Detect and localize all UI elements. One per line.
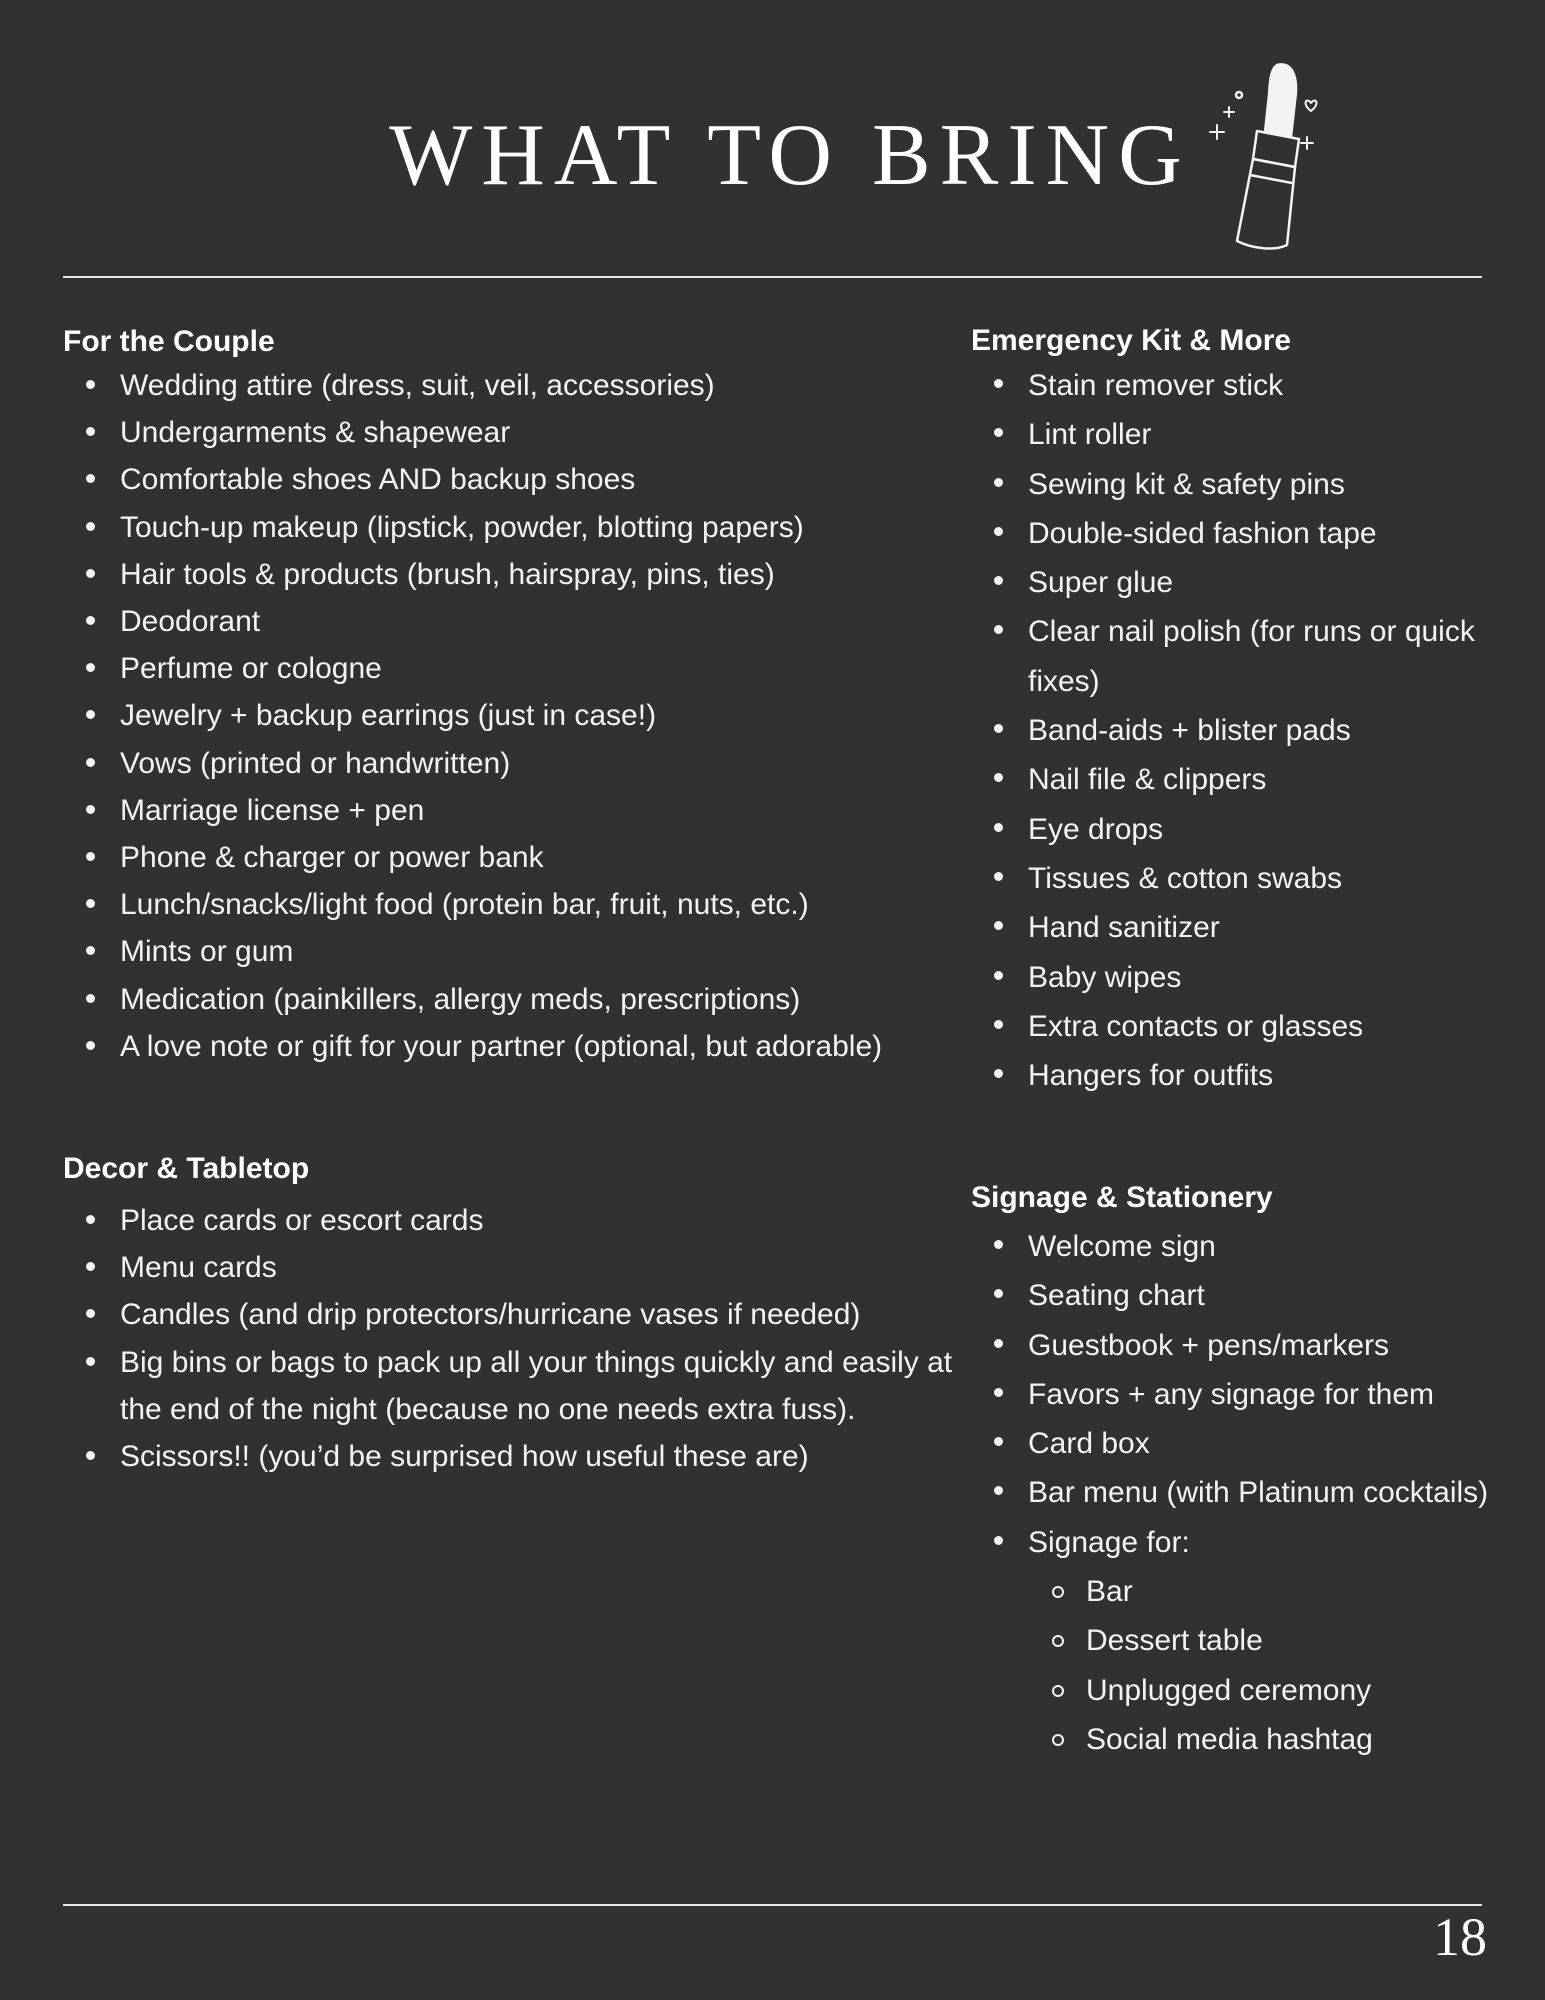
list-item: Deodorant [63,598,963,645]
sub-list-item: Dessert table [971,1616,1541,1665]
lipstick-icon [1195,55,1335,255]
page-title: WHAT TO BRING [389,107,1191,204]
sub-list-item: Bar [971,1567,1541,1616]
page-number: 18 [1433,1907,1487,1967]
list-item: Marriage license + pen [63,787,963,834]
bullet-icon [86,758,95,767]
list-item: Phone & charger or power bank [63,834,963,881]
list-item: Super glue [971,558,1531,607]
list-item: Candles (and drip protectors/hurricane vases if needed) [63,1291,963,1338]
list-item: Big bins or bags to pack up all your things quickly and easily at the end of the night (because no one needs extra fuss). [63,1339,963,1433]
bullet-icon [994,1437,1003,1446]
list-item: Place cards or escort cards [63,1197,963,1244]
list-item: Nail file & clippers [971,755,1531,804]
list-item: Favors + any signage for them [971,1370,1541,1419]
emergency-list [971,361,1531,1100]
sub-list-item: Social media hashtag [971,1715,1541,1764]
list-item: Double-sided fashion tape [971,509,1531,558]
bottom-divider [63,1904,1482,1906]
bullet-icon [86,946,95,955]
bullet-icon [86,1357,95,1366]
bullet-icon [86,427,95,436]
bullet-icon [86,1041,95,1050]
list-item: Menu cards [63,1244,963,1291]
list-item: Card box [971,1419,1541,1468]
top-divider [63,276,1482,278]
section-decor-tabletop [63,1149,963,1480]
list-item: Tissues & cotton swabs [971,854,1531,903]
sub-list-item: Unplugged ceremony [971,1666,1541,1715]
couple-list [63,362,963,1070]
bullet-icon [86,380,95,389]
hollow-bullet-icon [1052,1734,1064,1746]
list-item: Band-aids + blister pads [971,706,1531,755]
bullet-icon [86,852,95,861]
bullet-icon [994,1388,1003,1397]
list-item: Jewelry + backup earrings (just in case!) [63,692,963,739]
list-item: Comfortable shoes AND backup shoes [63,456,963,503]
bullet-icon [994,724,1003,733]
hollow-bullet-icon [1052,1685,1064,1697]
list-item: Lint roller [971,410,1531,459]
section-heading: Emergency Kit & More [971,324,1292,357]
list-item: Welcome sign [971,1222,1541,1271]
list-item: Eye drops [971,805,1531,854]
list-item: Seating chart [971,1271,1541,1320]
list-item: Signage for: [971,1518,1541,1567]
bullet-icon [86,1451,95,1460]
bullet-icon [86,474,95,483]
list-item: Extra contacts or glasses [971,1002,1531,1051]
bullet-icon [994,773,1003,782]
bullet-icon [994,971,1003,980]
bullet-icon [994,1240,1003,1249]
bullet-icon [86,1309,95,1318]
list-item: Hair tools & products (brush, hairspray, pins, ties) [63,551,963,598]
bullet-icon [86,994,95,1003]
list-item: Perfume or cologne [63,645,963,692]
bullet-icon [86,805,95,814]
section-heading: For the Couple [63,325,275,358]
bullet-icon [994,1339,1003,1348]
list-item: Guestbook + pens/markers [971,1321,1541,1370]
hollow-bullet-icon [1052,1586,1064,1598]
list-item: Mints or gum [63,928,963,975]
bullet-icon [994,379,1003,388]
list-item: Medication (painkillers, allergy meds, prescriptions) [63,976,963,1023]
list-item: Hangers for outfits [971,1051,1531,1100]
bullet-icon [86,899,95,908]
section-emergency-kit [971,321,1531,1100]
list-item: Wedding attire (dress, suit, veil, accessories) [63,362,963,409]
bullet-icon [86,663,95,672]
list-item: Undergarments & shapewear [63,409,963,456]
bullet-icon [994,1536,1003,1545]
bullet-icon [994,1289,1003,1298]
section-for-the-couple [63,322,963,1070]
list-item: Baby wipes [971,953,1531,1002]
bullet-icon [994,527,1003,536]
list-item: A love note or gift for your partner (optional, but adorable) [63,1023,963,1070]
bullet-icon [994,576,1003,585]
list-item: Bar menu (with Platinum cocktails) [971,1468,1541,1517]
list-item: Clear nail polish (for runs or quick fixes) [971,607,1531,706]
bullet-icon [994,428,1003,437]
list-item: Vows (printed or handwritten) [63,740,963,787]
bullet-icon [994,1020,1003,1029]
hollow-bullet-icon [1052,1635,1064,1647]
bullet-icon [86,522,95,531]
bullet-icon [994,1069,1003,1078]
list-item: Stain remover stick [971,361,1531,410]
list-item: Scissors!! (you’d be surprised how useful these are) [63,1433,963,1480]
list-item: Touch-up makeup (lipstick, powder, blotting papers) [63,504,963,551]
section-heading: Signage & Stationery [971,1181,1273,1214]
signage-list [971,1222,1541,1764]
section-signage-stationery [971,1178,1541,1764]
decor-list [63,1197,963,1480]
bullet-icon [86,569,95,578]
bullet-icon [994,921,1003,930]
bullet-icon [994,478,1003,487]
bullet-icon [86,1262,95,1271]
list-item: Sewing kit & safety pins [971,460,1531,509]
section-heading: Decor & Tabletop [63,1152,310,1185]
bullet-icon [994,1486,1003,1495]
list-item: Hand sanitizer [971,903,1531,952]
bullet-icon [994,872,1003,881]
list-item: Lunch/snacks/light food (protein bar, fruit, nuts, etc.) [63,881,963,928]
bullet-icon [994,625,1003,634]
bullet-icon [994,823,1003,832]
bullet-icon [86,1215,95,1224]
bullet-icon [86,710,95,719]
bullet-icon [86,616,95,625]
